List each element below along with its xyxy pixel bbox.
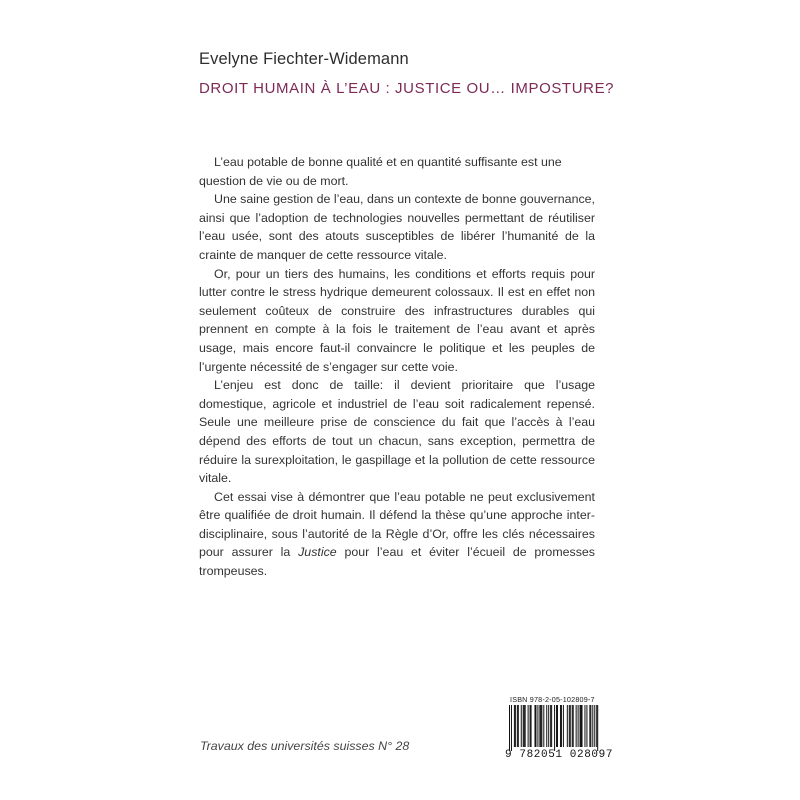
blurb-p5-end: pour l’eau et éviter l’écueil de promesses trompeuses. xyxy=(199,545,596,579)
isbn-label: ISBN 978-2-05-102809-7 xyxy=(510,695,595,704)
author-name: Evelyne Fiechter-Widemann xyxy=(199,50,409,68)
blurb-paragraph-2: Une saine gestion de l’eau, dans un contexte de bonne gouvernance, ainsi que l’adoption de technologies nouvelles permettant de réutiliser l’eau usée, sont des atouts susceptibles de libérer l’humanité de la crainte de manquer de cette ressource vitale. xyxy=(199,192,595,262)
blurb-p5-start: Cet essai vise à démontrer que l’eau potable ne peut exclusivement être qualifiée de droit humain. Il défend la thèse qu’une approche inter-disciplinaire, sous l’autorité de la Règle d’Or, offre les clés nécessaires pour assurer la xyxy=(199,489,595,560)
blurb-paragraph-4: L’enjeu est donc de taille: il devient prioritaire que l’usage domestique, agricole et industriel de l’eau soit radicalement repensé. Seule une meilleure prise de conscience du fait que l’accès à l’eau dépend des efforts de tout un chacun, sans exception, permettra de réduire la surexploitation, le gaspillage et la pollution de cette ressource vitale. xyxy=(199,378,595,486)
blurb xyxy=(199,153,595,581)
blurb-paragraph-1: L’eau potable de bonne qualité et en quantité suffisante est une question de vie ou de mort. xyxy=(199,155,562,188)
book-title: DROIT HUMAIN À L’EAU : JUSTICE OU… IMPOSTURE? xyxy=(199,80,615,97)
barcode-digits: 9 782051 028097 xyxy=(505,749,614,761)
blurb-paragraph-5 xyxy=(199,488,595,581)
blurb-paragraph-3: Or, pour un tiers des humains, les conditions et efforts requis pour lutter contre le stress hydrique demeurent colossaux. Il est en effet non seulement coûteux de construire des infrastructures durables qui prennent en compte à la fois le traitement de l’eau avant et après usage, mais encore faut-il convaincre le politique et les peuples de l’urgente nécessité de s’engager sur cette voie. xyxy=(199,266,595,374)
blurb-p5-emphasis: Justice xyxy=(298,545,337,560)
series-name: Travaux des universités suisses N° 28 xyxy=(200,739,410,753)
barcode-icon xyxy=(509,705,599,751)
